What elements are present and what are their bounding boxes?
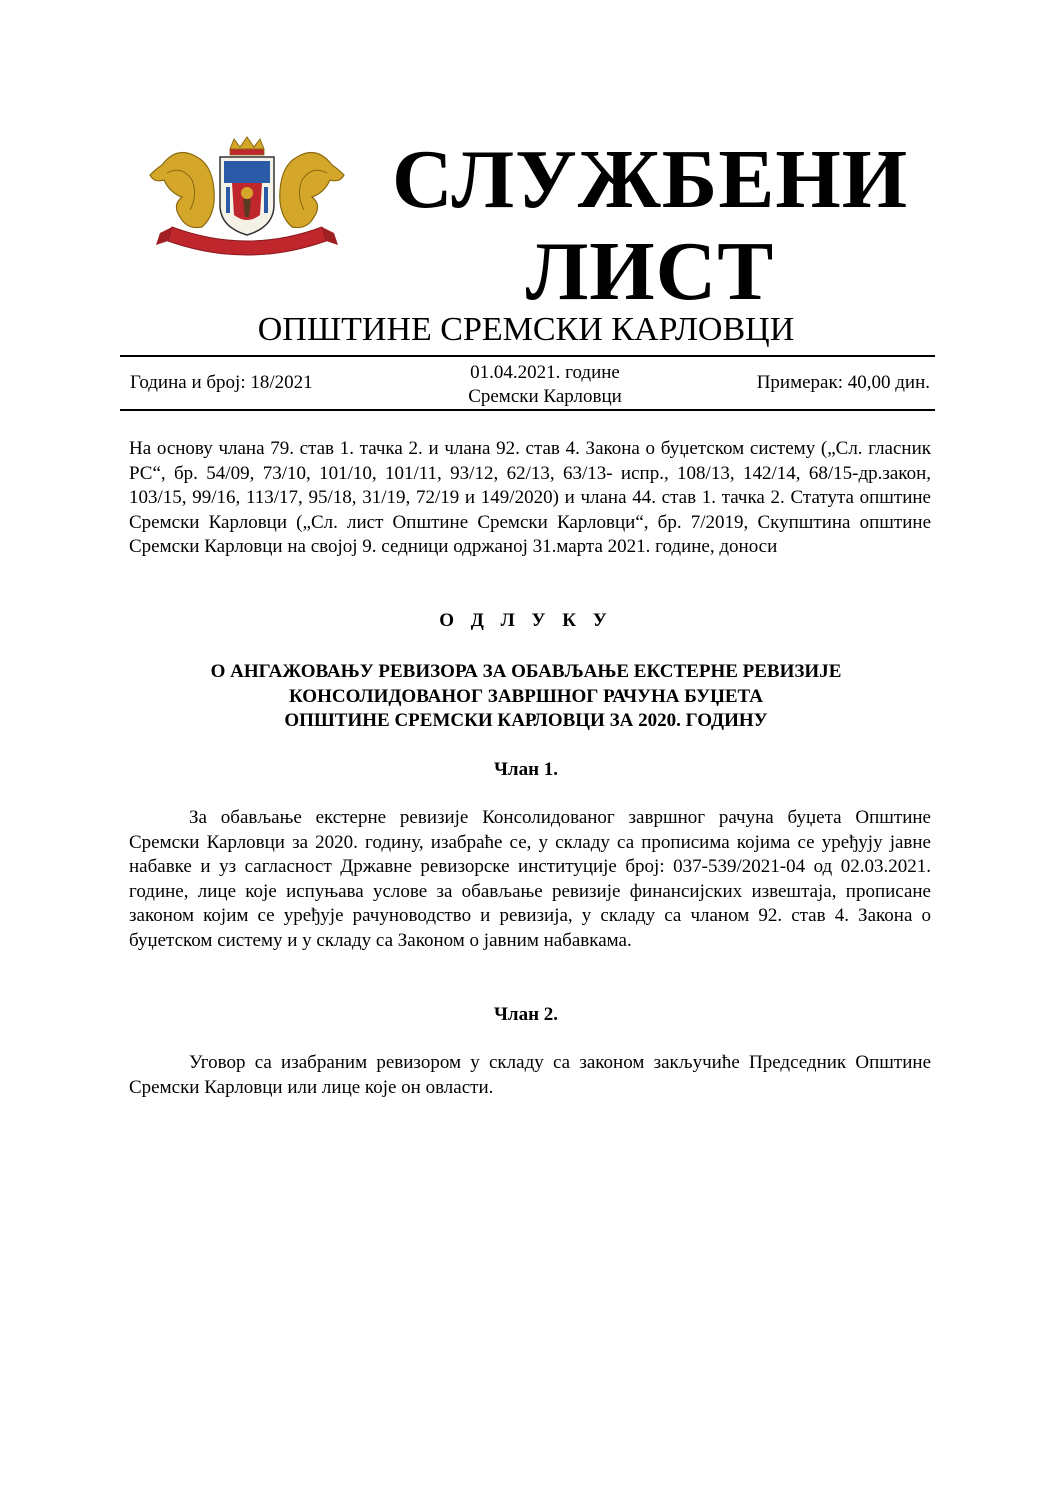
masthead-subtitle: ОПШТИНЕ СРЕМСКИ КАРЛОВЦИ <box>257 311 795 348</box>
issue-place: Сремски Карловци <box>468 386 622 407</box>
issue-price: Примерак: 40,00 дин. <box>756 372 930 393</box>
intro-paragraph: На основу члана 79. став 1. тачка 2. и члана 92. став 4. Закона о буџетском систему („Сл. гласник РС“, бр. 54/09, 73/10, 101/10, 101/11, 93/12, 62/13, 63/13- испр., 108/13, 142/14, 68/15-др.закон, 103/15, 99/16, 113/17, 95/18, 31/19, 72/19 и 149/2020) и члана 44. став 1. тачка 2. Статута општине Сремски Карловци („Сл. лист Општине Сремски Карловци“, бр. 7/2019, Скупштина општине Сремски Карловци на својој 9. седници одржаној 31.марта 2021. године, доноси <box>129 438 931 558</box>
article-2-heading: Члан 2. <box>493 1004 559 1025</box>
decision-title-line: ОПШТИНЕ СРЕМСКИ КАРЛОВЦИ ЗА 2020. ГОДИНУ <box>284 710 768 732</box>
issue-date: 01.04.2021. године <box>470 362 620 383</box>
date-place <box>430 361 660 409</box>
article-1-text: За обављање екстерне ревизије Консолидованог завршног рачуна буџета Општине Сремски Карловци за 2020. годину, изабраће се, у складу са прописима којима се уређују јавне набавке и уз сагласност Државне ревизорске институције број: 037-539/2021-04 од 02.03.2021. године, лице које испуњава услове за обављање ревизије финансијских извештаја, прописане законом којим се уређује рачуноводство и ревизија, у складу са чланом 92. став 4. Закона о буџетском систему и у складу са Законом о јавним набавкама. <box>129 807 931 951</box>
masthead-title-line1: СЛУЖБЕНИ <box>391 133 909 226</box>
decision-title-line: О АНГАЖОВАЊУ РЕВИЗОРА ЗА ОБАВЉАЊЕ ЕКСТЕРНЕ РЕВИЗИЈЕ <box>210 661 842 682</box>
masthead-title-line2: ЛИСТ <box>525 225 775 318</box>
decision-title-line: КОНСОЛИДОВАНОГ ЗАВРШНОГ РАЧУНА БУЏЕТА <box>289 685 763 707</box>
decision-heading: О Д Л У К У <box>439 610 613 631</box>
issue-number: Година и број: 18/2021 <box>130 372 313 393</box>
article-1-heading: Члан 1. <box>493 759 559 780</box>
coat-of-arms-icon <box>142 135 352 265</box>
decision-title <box>120 660 932 734</box>
header-rule-bottom <box>120 409 935 411</box>
header-rule-top <box>120 355 935 357</box>
article-2-text: Уговор са изабраним ревизором у складу са законом закључиће Председник Општине Сремски Карловци или лице које он овласти. <box>129 1052 931 1098</box>
